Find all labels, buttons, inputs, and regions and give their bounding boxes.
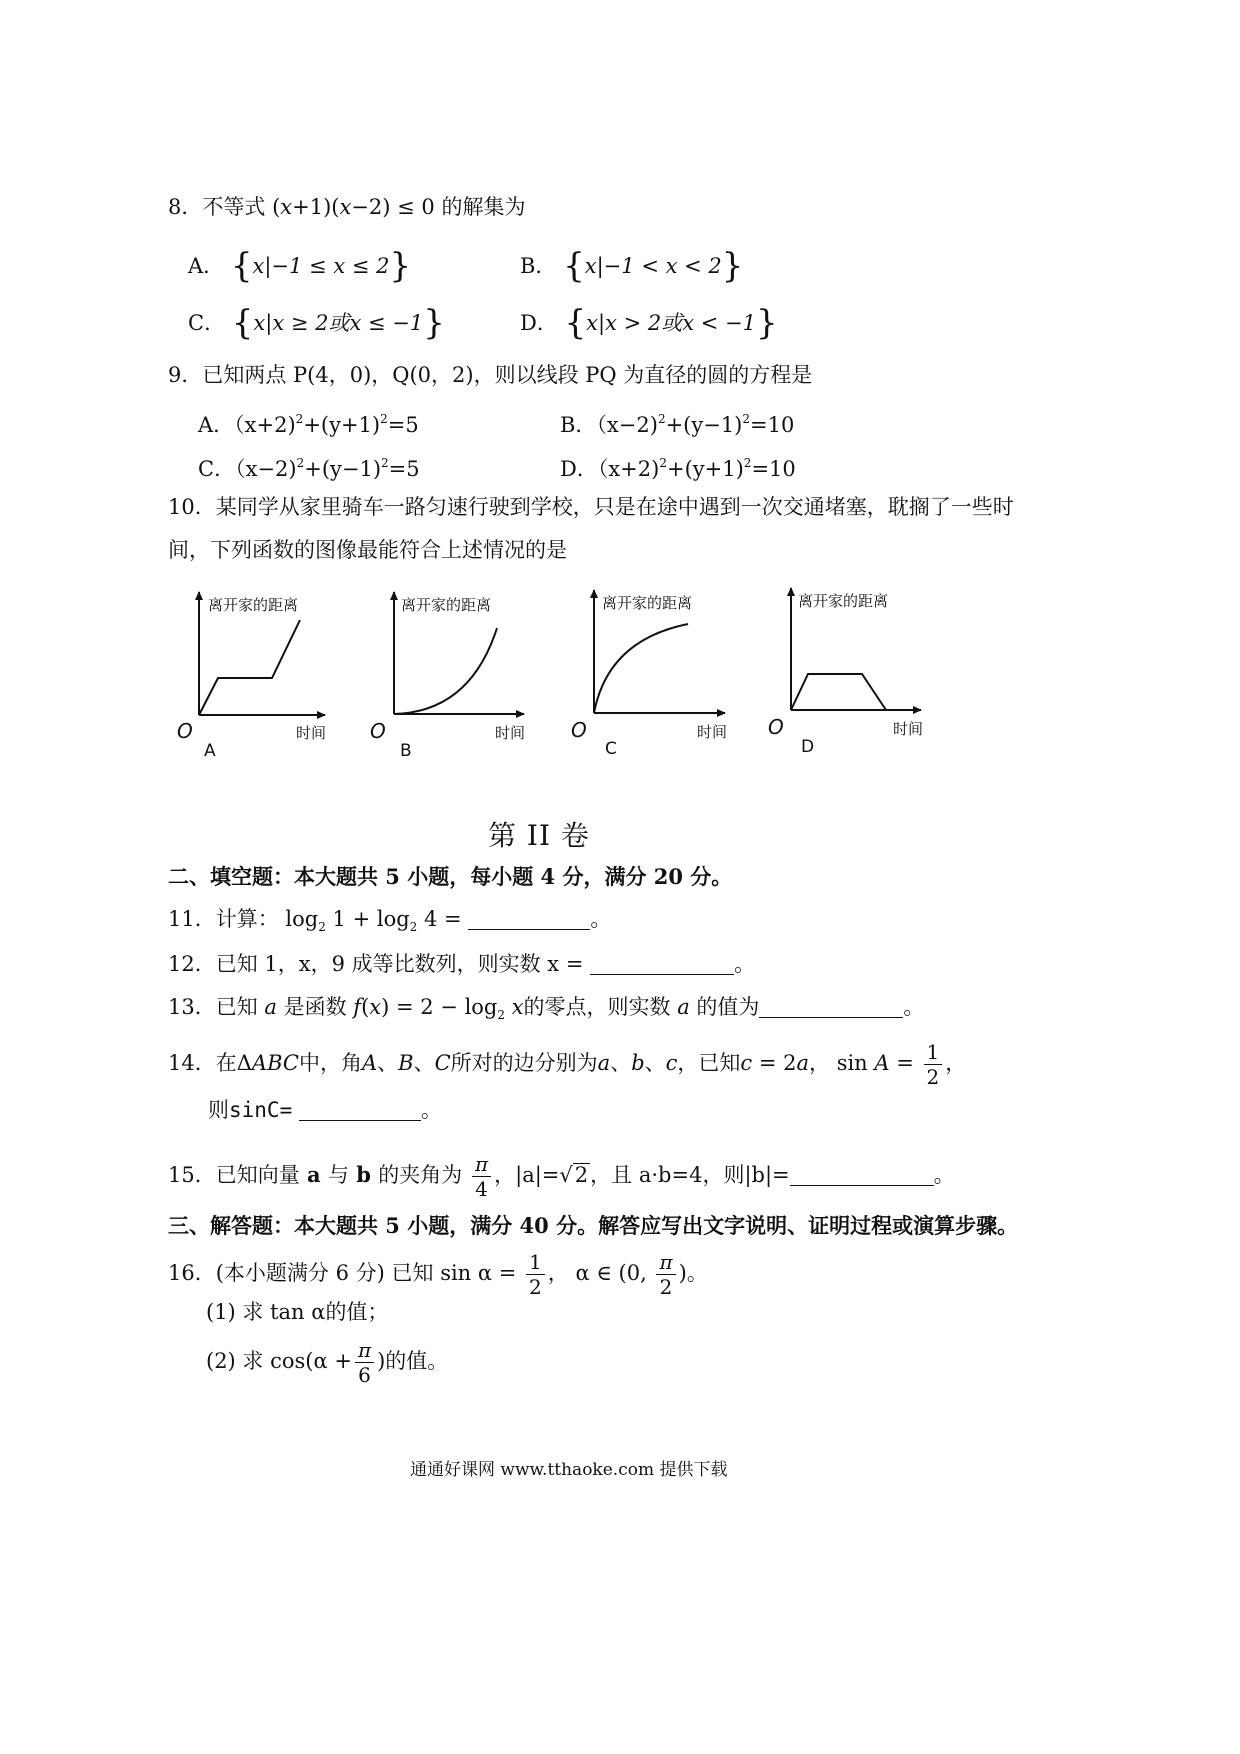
page-footer: 通通好课网 www.tthaoke.com 提供下载 <box>410 1460 728 1480</box>
graph-d[interactable] <box>768 588 923 757</box>
graph-b-xlabel: 时间 <box>495 724 526 742</box>
graph-c-ylabel: 离开家的距离 <box>602 594 693 612</box>
graph-d-ylabel: 离开家的距离 <box>798 592 889 610</box>
q8-option-d-text: x|x > 2或x < −1 <box>586 311 756 335</box>
graph-a-label: A <box>204 741 216 761</box>
graph-a-ylabel: 离开家的距离 <box>208 596 299 614</box>
q8-option-c-text: x|x ≥ 2或x ≤ −1 <box>253 311 424 335</box>
q8-option-b-text: x|−1 < x < 2 <box>584 254 722 278</box>
graph-d-label: D <box>801 737 815 757</box>
question-9-stem: 9．已知两点 P(4，0)，Q(0，2)，则以线段 PQ 为直径的圆的方程是 <box>168 363 813 387</box>
q15-sqrt: √2 <box>559 1163 589 1187</box>
q12-answer-blank[interactable] <box>590 952 734 975</box>
graph-c-origin: O <box>571 718 587 742</box>
question-16: 16．(本小题满分 6 分) 已知 sin α = $\frac{1}{2}$ ， α ∈ (0, $\frac{\pi}{2}$ )。 <box>168 1250 708 1299</box>
graph-a-origin: O <box>177 719 193 743</box>
q9-option-c[interactable]: C．$(x-2)^2+(y-1)^2=5$ <box>198 456 420 481</box>
q8-stem-text: 8．不等式 <box>168 195 266 219</box>
question-15: 15．已知向量 a 与 b 的夹角为 $\frac{\pi}{4}$ ，|a|=√2，且 a·b=4，则|b|= 。 <box>168 1152 955 1201</box>
q15-answer-blank[interactable] <box>790 1163 934 1186</box>
question-10-line-1: 10．某同学从家里骑车一路匀速行驶到学校，只是在途中遇到一次交通堵塞，耽搁了一些时 <box>168 495 1014 519</box>
question-8-stem <box>168 193 525 221</box>
q8-option-d[interactable]: D． {x|x > 2或x < −1} <box>520 303 778 343</box>
q14-triangle: ΔABC <box>236 1051 299 1075</box>
question-14-line-2: 则sinC= 。 <box>208 1098 442 1122</box>
question-16-part-2: (2) 求 cos(α + $\frac{\pi}{6}$ )的值。 <box>206 1338 449 1387</box>
q16-fraction-3: $\frac{\pi}{6}$ <box>355 1338 374 1387</box>
q11-answer-blank[interactable] <box>468 907 590 930</box>
graph-d-xlabel: 时间 <box>893 720 924 738</box>
question-11: 11．计算： $\log_2 1 + \log_2 4$ = 。 <box>168 907 612 934</box>
q8-option-a-text: x|−1 ≤ x ≤ 2 <box>252 254 390 278</box>
q8-option-a[interactable]: A． {x|−1 ≤ x ≤ 2} <box>188 246 412 286</box>
question-12: 12．已知 1，x，9 成等比数列，则实数 x = 。 <box>168 952 756 976</box>
question-10-line-2: 间，下列函数的图像最能符合上述情况的是 <box>168 538 567 562</box>
q10-graphs <box>0 580 1240 780</box>
graph-c-xlabel: 时间 <box>697 723 728 741</box>
q9-option-a[interactable]: A．$(x+2)^2+(y+1)^2=5$ <box>198 412 419 437</box>
question-16-part-1: (1) 求 tan α的值； <box>206 1300 389 1324</box>
q8-option-c[interactable]: C． {x|x ≥ 2或x ≤ −1} <box>188 303 445 343</box>
graph-b-label: B <box>400 741 412 761</box>
question-14: 14．在ΔABC中，角A、B、C所对的边分别为a、b、c，已知c = 2a， sin A = $\frac{1}{2}$ ， <box>168 1040 967 1089</box>
q14-answer-blank[interactable] <box>299 1098 421 1121</box>
q8-tail-text: 的解集为 <box>441 195 526 219</box>
section-3-header: 三、解答题：本大题共 5 小题，满分 40 分。解答应写出文字说明、证明过程或演算步骤。 <box>168 1213 1019 1238</box>
graph-a[interactable] <box>177 592 326 761</box>
q16-interval: α ∈ (0, <box>575 1261 647 1285</box>
q13-function: $f(x) = 2 - \log_2 x$ <box>353 995 524 1022</box>
q13-answer-blank[interactable] <box>759 995 903 1018</box>
q16-fraction-1: $\frac{1}{2}$ <box>526 1250 545 1299</box>
q9-option-d[interactable]: D．$(x+2)^2+(y+1)^2=10$ <box>560 456 796 481</box>
graph-c-label: C <box>605 739 617 759</box>
q8-inequality: (x+1)(x−2) ≤ 0 <box>272 195 435 219</box>
question-13: 13．已知 a 是函数 $f(x) = 2 - \log_2 x$的零点，则实数 a 的值为 。 <box>168 995 925 1022</box>
q16-fraction-2: $\frac{\pi}{2}$ <box>656 1250 675 1299</box>
graph-c[interactable] <box>571 590 727 759</box>
section-2-header: 二、填空题：本大题共 5 小题，每小题 4 分，满分 20 分。 <box>168 864 733 889</box>
q16-given: sin α = <box>440 1261 517 1285</box>
q11-expression: $\log_2 1 + \log_2 4$ = <box>285 907 462 934</box>
graph-a-xlabel: 时间 <box>296 724 327 742</box>
q15-fraction: $\frac{\pi}{4}$ <box>472 1152 491 1201</box>
graph-b[interactable] <box>370 592 525 761</box>
graph-b-ylabel: 离开家的距离 <box>401 596 492 614</box>
q8-option-b[interactable]: B． {x|−1 < x < 2} <box>520 246 744 286</box>
section-2-title: 第 II 卷 <box>488 819 590 852</box>
graph-b-origin: O <box>370 719 386 743</box>
graph-d-origin: O <box>768 715 784 739</box>
q14-fraction: $\frac{1}{2}$ <box>924 1040 943 1089</box>
q9-option-b[interactable]: B．$(x-2)^2+(y-1)^2=10$ <box>560 412 795 437</box>
